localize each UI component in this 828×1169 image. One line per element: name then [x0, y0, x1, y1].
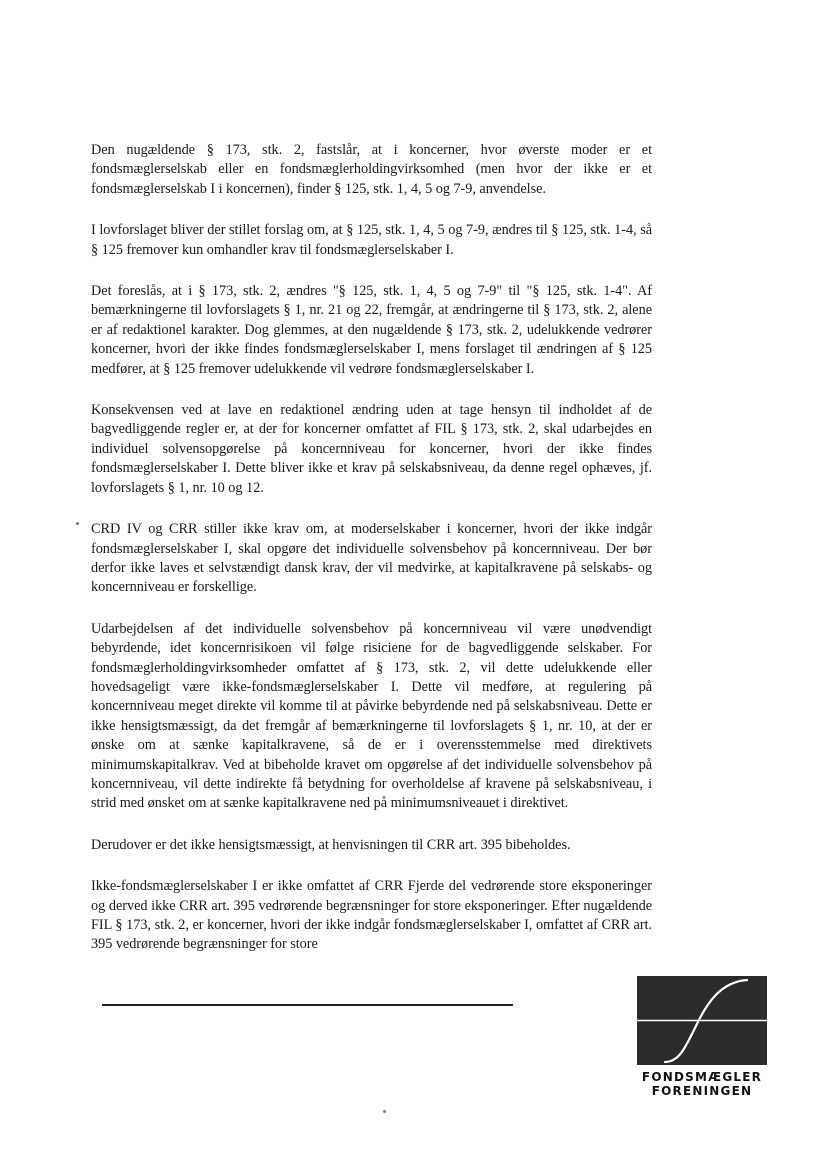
paragraph: Den nugældende § 173, stk. 2, fastslår, at i koncerner, hvor øverste moder er et fondsmæglerselskab eller en fondsmæglerholdingvirksomhed (men hvor der ikke er et fondsmæglerselskab I i koncernen), finder § 125, stk. 1, 4, 5 og 7-9, anvendelse.	[91, 142, 652, 197]
paragraph: I lovforslaget bliver der stillet forslag om, at § 125, stk. 1, 4, 5 og 7-9, ændres til § 125, stk. 1-4, så § 125 fremover kun omhandler krav til fondsmæglerselskaber I.	[91, 222, 652, 258]
scan-speck	[383, 1110, 386, 1113]
footer-divider	[102, 1004, 513, 1006]
scan-speck	[76, 522, 79, 525]
paragraph: CRD IV og CRR stiller ikke krav om, at moderselskaber i koncerner, hvori der ikke indgår fondsmæglerselskaber I, skal opgøre det individuelle solvensbehov på koncernniveau. Der bør derfor ikke laves et selvstændigt dansk krav, der vil medvirke, at kapitalkravene på selskabs- og koncernniveau er forskellige.	[91, 521, 652, 596]
paragraph: Det foreslås, at i § 173, stk. 2, ændres "§ 125, stk. 1, 4, 5 og 7-9" til "§ 125, stk. 1-4". Af bemærkningerne til lovforslagets § 1, nr. 21 og 22, fremgår, at ændringerne til § 173, stk. 2, alene er af redaktionel karakter. Dog glemmes, at den nugældende § 173, stk. 2, udelukkende vedrører koncerner, hvori der ikke findes fondsmæglerselskaber I, mens forslaget til ændringen af § 125 medfører, at § 125 fremover udelukkende vil vedrøre fondsmæglerselskaber I.	[91, 283, 652, 377]
logo-line-1: FONDSMÆGLER	[641, 1070, 763, 1084]
paragraph: Udarbejdelsen af det individuelle solvensbehov på koncernniveau vil være unødvendigt bebyrdende, idet koncernrisikoen vil følge risicienе for de bagvedliggende selskaber. For fondsmæglerholdingvirksomheder omfattet af § 173, stk. 2, vil dette udelukkende eller hovedsageligt være ikke-fondsmæglerselskaber I. Dette vil medføre, at regulering på koncernniveau meget direkte vil komme til at påvirke bebyrdende ned på selskabsniveau. Dette er ikke hensigtsmæssigt, da det fremgår af bemærkningerne til lovforslagets § 1, nr. 10, at der er ønske om at sænke kapitalkravene, så de er i overensstemmelse med direktivets minimumskapitalkrav. Ved at bibeholde kravet om opgørelse af det individuelle solvensbehov på koncernniveau, vil dette indirekte få betydning for overholdelse af kravene på selskabsniveau, i strid med ønsket om at sænke kapitalkravene ned på minimumsniveauet i direktivet.	[91, 620, 652, 812]
document-body	[91, 141, 652, 977]
fondsmaeglerforeningen-logo	[637, 976, 767, 1098]
logo-wordmark	[637, 1070, 767, 1098]
logo-mark-icon	[637, 976, 767, 1065]
paragraph: Derudover er det ikke hensigtsmæssigt, at henvisningen til CRR art. 395 bibeholdes.	[91, 836, 571, 853]
logo-line-2: FORENINGEN	[651, 1084, 753, 1098]
paragraph: Konsekvensen ved at lave en redaktionel ændring uden at tage hensyn til indholdet af de bagvedliggende regler er, at der for koncerner omfattet af FIL § 173, stk. 2, skal udarbejdes en individuel solvensopgørelse på koncernniveau for koncerner, hvori der ikke findes fondsmæglerselskaber I. Dette bliver ikke et krav på selskabsniveau, da denne regel ophæves, jf. lovforslagets § 1, nr. 10 og 12.	[91, 402, 652, 496]
paragraph: Ikke-fondsmæglerselskaber I er ikke omfattet af CRR Fjerde del vedrørende store eksponeringer og derved ikke CRR art. 395 vedrørende begrænsninger for store eksponeringer. Efter nugældende FIL § 173, stk. 2, er koncerner, hvori der ikke indgår fondsmæglerselskaber I, omfattet af CRR art. 395 vedrørende begrænsninger for store	[91, 878, 652, 953]
